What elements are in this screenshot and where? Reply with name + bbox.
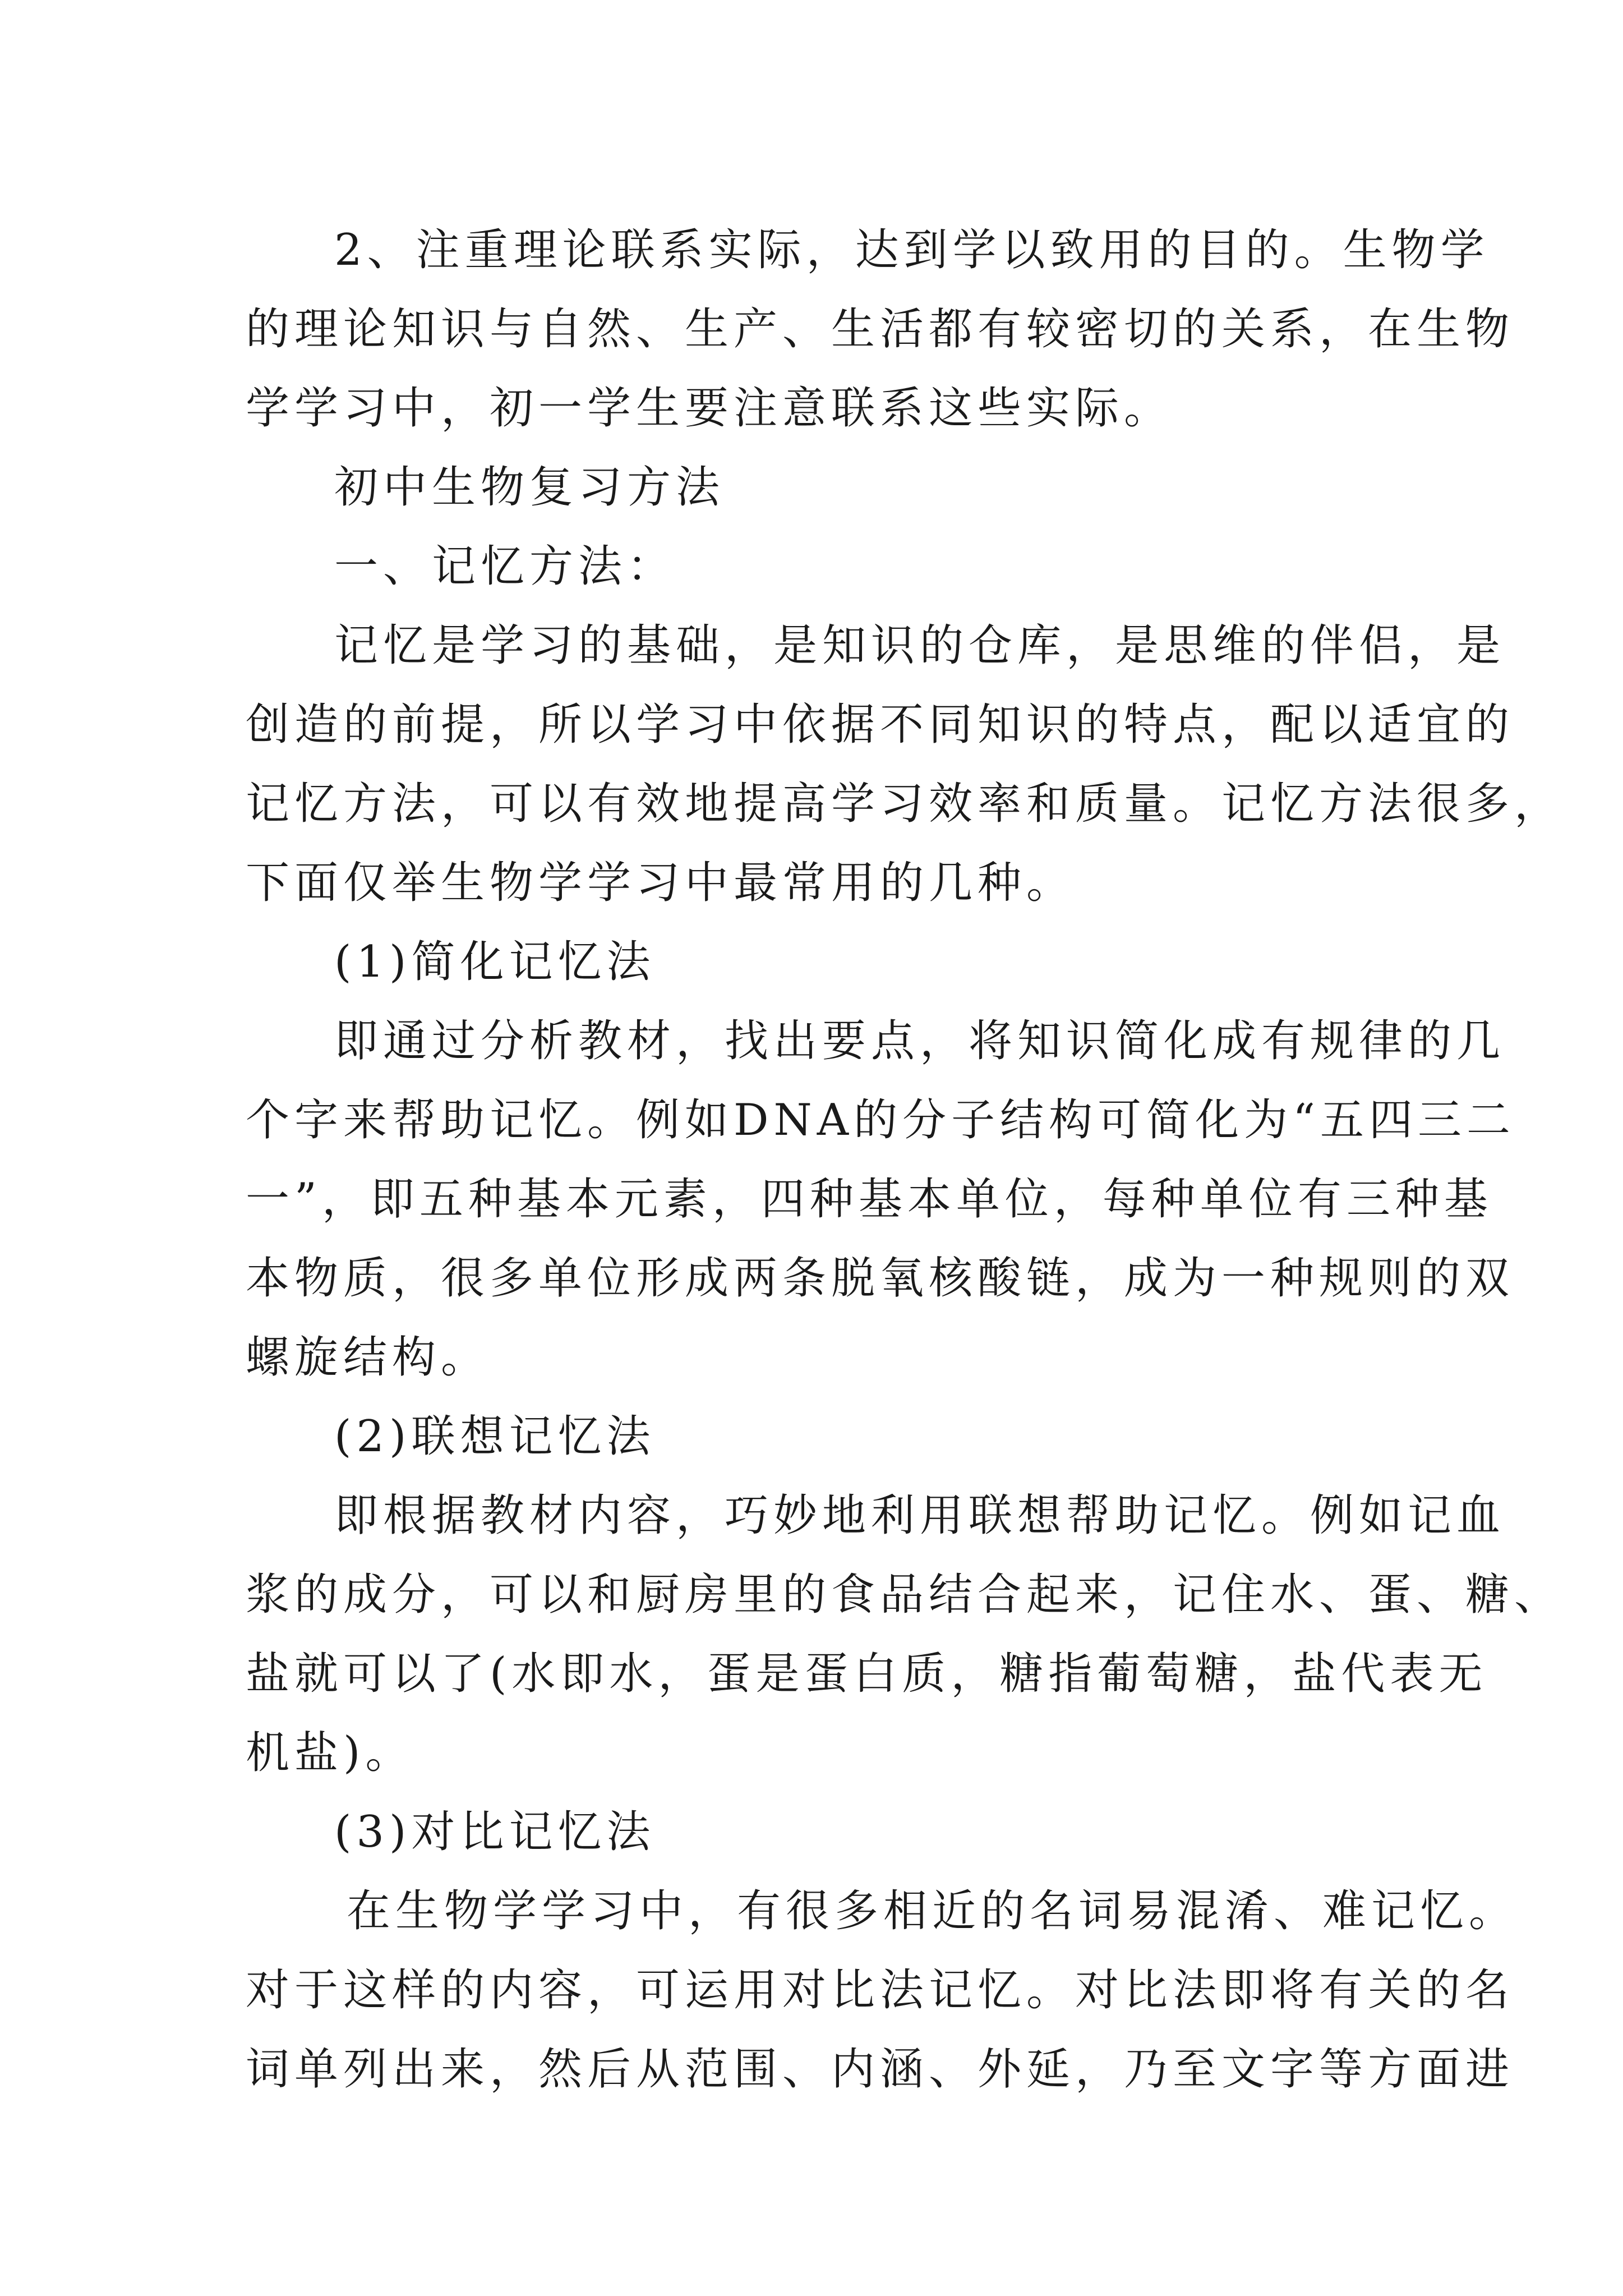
paragraph-line: 个字来帮助记忆。例如DNA的分子结构可简化为“五四三二 xyxy=(246,1095,1515,1145)
paragraph-line: 盐就可以了(水即水，蛋是蛋白质，糖指葡萄糖，盐代表无 xyxy=(246,1649,1488,1699)
paragraph-line: 机盐)。 xyxy=(246,1728,414,1778)
paragraph-line: 即通过分析教材，找出要点，将知识简化成有规律的几 xyxy=(334,1016,1506,1066)
paragraph-line: 本物质，很多单位形成两条脱氧核酸链，成为一种规则的双 xyxy=(246,1253,1515,1304)
paragraph-line: 记忆方法，可以有效地提高学习效率和质量。记忆方法很多， xyxy=(246,779,1564,829)
paragraph-line: 即根据教材内容，巧妙地利用联想帮助记忆。例如记血 xyxy=(334,1490,1506,1541)
paragraph-line: 下面仅举生物学学习中最常用的几种。 xyxy=(246,858,1076,908)
paragraph-line: 螺旋结构。 xyxy=(246,1332,490,1383)
paragraph-line: 一”，即五种基本元素，四种基本单位，每种单位有三种基 xyxy=(246,1174,1493,1225)
paragraph-line: 词单列出来，然后从范围、内涵、外延，乃至文字等方面进 xyxy=(246,2044,1515,2095)
document-body xyxy=(246,211,1564,2109)
method-heading: (3)对比记忆法 xyxy=(334,1807,656,1857)
paragraph-line: 学学习中，初一学生要注意联系这些实际。 xyxy=(246,383,1173,434)
section-heading: 初中生物复习方法 xyxy=(334,462,725,513)
paragraph-line: 的理论知识与自然、生产、生活都有较密切的关系，在生物 xyxy=(246,304,1515,355)
paragraph-line: 记忆是学习的基础，是知识的仓库，是思维的伴侣，是 xyxy=(334,620,1506,671)
paragraph-line: 创造的前提，所以学习中依据不同知识的特点，配以适宜的 xyxy=(246,700,1515,750)
paragraph-line: 2、注重理论联系实际，达到学以致用的目的。生物学 xyxy=(334,225,1490,275)
method-heading: (2)联想记忆法 xyxy=(334,1411,656,1462)
paragraph-line: 在生物学学习中，有很多相近的名词易混淆、难记忆。 xyxy=(347,1886,1518,1936)
paragraph-line: 对于这样的内容，可运用对比法记忆。对比法即将有关的名 xyxy=(246,1965,1515,2016)
paragraph-line: 浆的成分，可以和厨房里的食品结合起来，记住水、蛋、糖、 xyxy=(246,1570,1564,1620)
subsection-heading: 一、记忆方法： xyxy=(334,541,676,592)
method-heading: (1)简化记忆法 xyxy=(334,937,656,987)
